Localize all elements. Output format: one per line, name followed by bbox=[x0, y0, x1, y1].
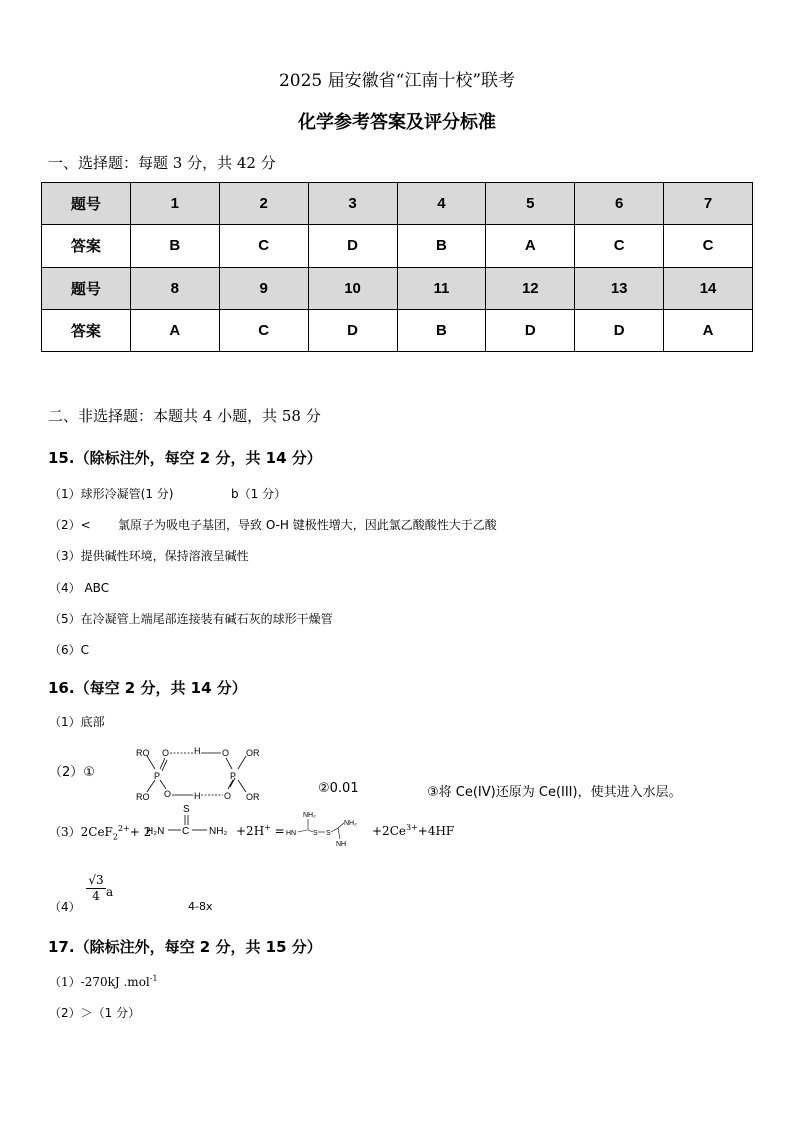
question-number-cell: 4 bbox=[397, 183, 486, 225]
product-nh: NH bbox=[336, 841, 347, 848]
q16-a2-value-2: 0.01 bbox=[329, 781, 359, 796]
q15-answer-2 bbox=[49, 516, 91, 533]
q16-a3-eq: = bbox=[270, 824, 285, 838]
q15-answer-1 bbox=[49, 485, 173, 502]
q16-a4-denominator: 4 bbox=[86, 888, 106, 903]
q16-a4-a: a bbox=[106, 885, 114, 899]
thiourea-nh2: NH₂ bbox=[209, 826, 228, 837]
answer-cell: D bbox=[486, 309, 575, 351]
question-number-cell: 5 bbox=[486, 183, 575, 225]
q16-answer-1 bbox=[49, 713, 105, 730]
q16-a3-h: +2H bbox=[236, 824, 265, 838]
q16-a3-tail: +4HF bbox=[417, 824, 455, 838]
q17-answer-2 bbox=[49, 1004, 140, 1021]
q16-a2-circle-3: ③ bbox=[427, 785, 439, 800]
section2-heading: 二、非选择题：本题共 4 小题，共 58 分 bbox=[48, 407, 321, 425]
answer-row bbox=[42, 225, 753, 267]
q16-a2-circle-1: ① bbox=[83, 765, 95, 780]
dimer-o-bl: O bbox=[164, 789, 172, 799]
answer-cell: D bbox=[575, 309, 664, 351]
question-number-cell: 10 bbox=[308, 267, 397, 309]
q15-a3-text: 提供碱性环境，保持溶液呈碱性 bbox=[80, 549, 249, 563]
q16-a2-value-3: 将 Ce(IV)还原为 Ce(III)，使其进入水层。 bbox=[438, 785, 682, 800]
dimer-ro-bottom: RO bbox=[136, 792, 150, 802]
q16-a1-text: 底部 bbox=[80, 715, 105, 729]
q17-answer-1 bbox=[49, 973, 158, 990]
q15-answer-3 bbox=[49, 547, 249, 564]
q16-a3-reactant: 2CeF bbox=[80, 825, 113, 839]
q16-heading: 16.（每空 2 分，共 14 分） bbox=[48, 679, 247, 697]
question-number-cell: 3 bbox=[308, 183, 397, 225]
q15-heading: 15.（除标注外，每空 2 分，共 14 分） bbox=[48, 449, 322, 467]
dimer-h-bottom: H bbox=[194, 791, 201, 801]
q15-a2-text: 氯原子为吸电子基团，导致 O-H 键极性增大，因此氯乙酸酸性大于乙酸 bbox=[118, 518, 497, 532]
dimer-or-top: OR bbox=[246, 748, 260, 758]
section1-heading: 一、选择题：每题 3 分，共 42 分 bbox=[48, 154, 276, 172]
answer-cell: D bbox=[308, 309, 397, 351]
answer-cell: A bbox=[664, 309, 753, 351]
q16-a4-numerator: √3 bbox=[88, 873, 104, 887]
dimer-o-br: O bbox=[224, 791, 232, 801]
q16-a4-fraction bbox=[86, 873, 106, 903]
q16-a3-ce-term bbox=[372, 823, 454, 838]
question-number-cell: 12 bbox=[486, 267, 575, 309]
q15-answer-4 bbox=[49, 579, 109, 596]
product-structure bbox=[284, 808, 364, 850]
q16-a4-value-2: 4-8x bbox=[188, 900, 213, 913]
q15-a5-text: 在冷凝管上端尾部连接装有碱石灰的球形干燥管 bbox=[80, 612, 333, 626]
question-number-cell: 9 bbox=[219, 267, 308, 309]
dimer-o-tl: O bbox=[162, 748, 170, 758]
q17-a1-num: （1） bbox=[49, 975, 81, 989]
q16-a4-num: （4） bbox=[49, 900, 81, 914]
answer-cell: C bbox=[664, 225, 753, 267]
question-number-cell: 2 bbox=[219, 183, 308, 225]
phosphate-dimer-structure bbox=[132, 742, 267, 806]
exam-title: 2025 届安徽省“江南十校”联考 bbox=[278, 71, 516, 91]
q16-answer-3 bbox=[49, 823, 151, 841]
q16-a3-plus2: + 2 bbox=[129, 825, 152, 839]
product-nh2-right: NH₂ bbox=[344, 820, 357, 827]
q16-a3-cesup: 3+ bbox=[405, 823, 418, 832]
thiourea-c: C bbox=[182, 826, 190, 837]
dimer-ro-top: RO bbox=[136, 748, 150, 758]
dimer-p-left: P bbox=[154, 771, 161, 781]
q15-answer-6 bbox=[49, 641, 89, 658]
row-label-question: 题号 bbox=[42, 267, 131, 309]
q17-a2-num: （2） bbox=[49, 1006, 81, 1020]
product-s1: S bbox=[313, 830, 318, 837]
answer-cell: B bbox=[397, 225, 486, 267]
question-number-cell: 1 bbox=[130, 183, 219, 225]
answer-table bbox=[41, 182, 753, 352]
row-label-question: 题号 bbox=[42, 183, 131, 225]
product-s2: S bbox=[326, 830, 331, 837]
answer-cell: B bbox=[130, 225, 219, 267]
q16-a2-circle-2: ② bbox=[318, 781, 330, 796]
q16-a1-num: （1） bbox=[49, 715, 81, 729]
answer-cell: C bbox=[219, 225, 308, 267]
q16-a3-sup: 2+ bbox=[117, 824, 130, 833]
q17-a1-sup: -1 bbox=[149, 974, 158, 983]
q16-a3-ce: +2Ce bbox=[372, 824, 406, 838]
answer-cell: A bbox=[486, 225, 575, 267]
answer-cell: B bbox=[397, 309, 486, 351]
q16-a3-num: （3） bbox=[49, 825, 81, 839]
row-label-answer: 答案 bbox=[42, 225, 131, 267]
question-number-cell: 6 bbox=[575, 183, 664, 225]
doc-subtitle: 化学参考答案及评分标准 bbox=[298, 112, 496, 133]
q16-a2-part2 bbox=[318, 781, 359, 796]
question-number-cell: 7 bbox=[664, 183, 753, 225]
q16-a3-hsup: + bbox=[264, 823, 271, 832]
q15-a6-text: C bbox=[80, 643, 90, 657]
question-number-row bbox=[42, 267, 753, 309]
q15-a2-sym: < bbox=[80, 518, 91, 532]
q17-a2-text: ＞（1 分） bbox=[80, 1006, 141, 1020]
question-number-cell: 14 bbox=[664, 267, 753, 309]
thiourea-s: S bbox=[183, 804, 190, 815]
question-number-cell: 8 bbox=[130, 267, 219, 309]
dimer-p-right: P bbox=[230, 771, 237, 781]
answer-cell: C bbox=[575, 225, 664, 267]
q16-answer-2 bbox=[49, 761, 95, 780]
answer-row bbox=[42, 309, 753, 351]
q16-a3-sub: 2 bbox=[112, 832, 118, 842]
q16-a2-part3 bbox=[427, 781, 682, 800]
dimer-h-top: H bbox=[194, 746, 201, 756]
q16-a2-num: （2） bbox=[49, 765, 84, 780]
q15-a4-text: ABC bbox=[84, 581, 110, 595]
q17-a1-text: -270kJ .mol bbox=[80, 975, 150, 989]
q15-a2-num: （2） bbox=[49, 518, 81, 532]
answer-cell: C bbox=[219, 309, 308, 351]
q17-heading: 17.（除标注外，每空 2 分，共 15 分） bbox=[48, 938, 322, 956]
q15-answer-5 bbox=[49, 610, 333, 627]
q15-a1-text2: b（1 分） bbox=[231, 487, 287, 501]
answer-cell: D bbox=[308, 225, 397, 267]
dimer-o-tr: O bbox=[222, 748, 230, 758]
q15-a4-num: （4） bbox=[49, 581, 81, 595]
row-label-answer: 答案 bbox=[42, 309, 131, 351]
question-number-cell: 13 bbox=[575, 267, 664, 309]
answer-cell: A bbox=[130, 309, 219, 351]
q15-a3-num: （3） bbox=[49, 549, 81, 563]
q15-a6-num: （6） bbox=[49, 643, 81, 657]
dimer-or-bottom: OR bbox=[246, 792, 260, 802]
product-nh2-left: NH₂ bbox=[303, 812, 316, 819]
product-hn: HN bbox=[286, 830, 297, 837]
q15-a1-text: 球形冷凝管(1 分) bbox=[80, 487, 174, 501]
question-number-cell: 11 bbox=[397, 267, 486, 309]
q15-a1-num: （1） bbox=[49, 487, 81, 501]
thiourea-h2n: H₂N bbox=[146, 826, 165, 837]
q15-a5-num: （5） bbox=[49, 612, 81, 626]
question-number-row bbox=[42, 183, 753, 225]
q16-a3-h-term bbox=[236, 823, 285, 838]
